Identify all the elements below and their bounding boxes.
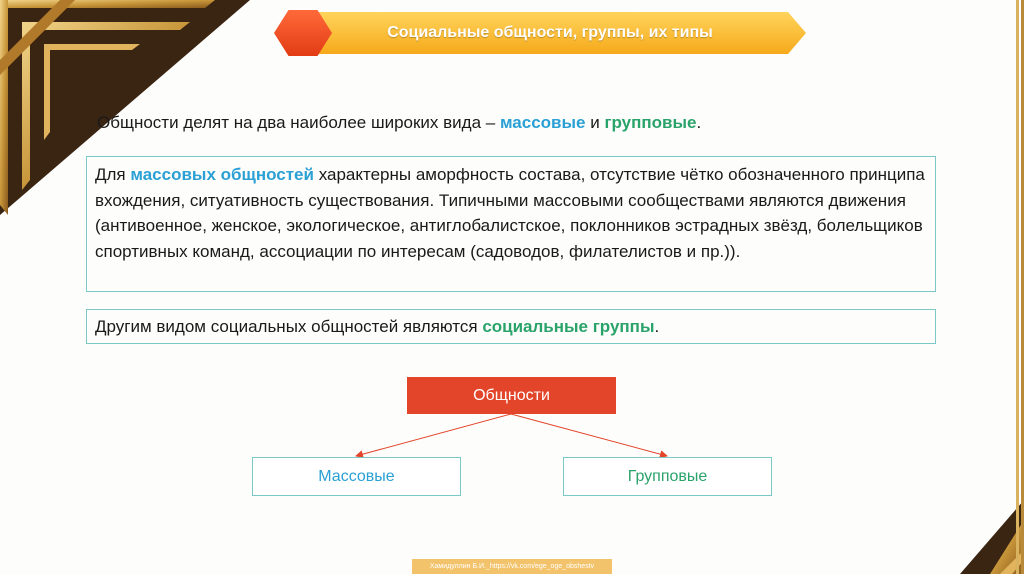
box1-text: характерны аморфность состава, отсутствие чётко обозначенного принципа вхождения, ситуативность существования. Типичными массовыми сообществами являются движения (антивоенное, женское, экологическое, антиглобалистское, поклонников эстрадных звёзд, болельщиков спортивных команд, ассоциации по интересам (садоводов, филателистов и пр.)). (95, 165, 925, 261)
mass-communities-box (86, 156, 936, 292)
intro-text: Общности делят на два наиболее широких вида – (97, 113, 500, 132)
box2-end: . (654, 317, 660, 336)
slide-title: Социальные общности, группы, их типы (387, 24, 713, 41)
box1-prefix: Для (95, 165, 131, 184)
box1-highlight: массовых общностей (130, 165, 314, 184)
diagram-group-node: Групповые (563, 457, 772, 496)
diagram-mass-node: Массовые (252, 457, 461, 496)
footer-credit: Хамидуллин Б.И._https://vk.com/ege_oge_obshestv (412, 559, 612, 574)
intro-mass-term: массовые (499, 113, 586, 132)
box2-highlight: социальные группы (482, 317, 655, 336)
social-groups-box (86, 309, 936, 344)
intro-group-term: групповые (604, 113, 697, 132)
box2-text: Другим видом социальных общностей являются (95, 317, 483, 336)
intro-conjunction: и (585, 113, 605, 132)
diagram-root-node: Общности (407, 377, 616, 414)
intro-paragraph (97, 110, 897, 136)
intro-end: . (696, 113, 702, 132)
